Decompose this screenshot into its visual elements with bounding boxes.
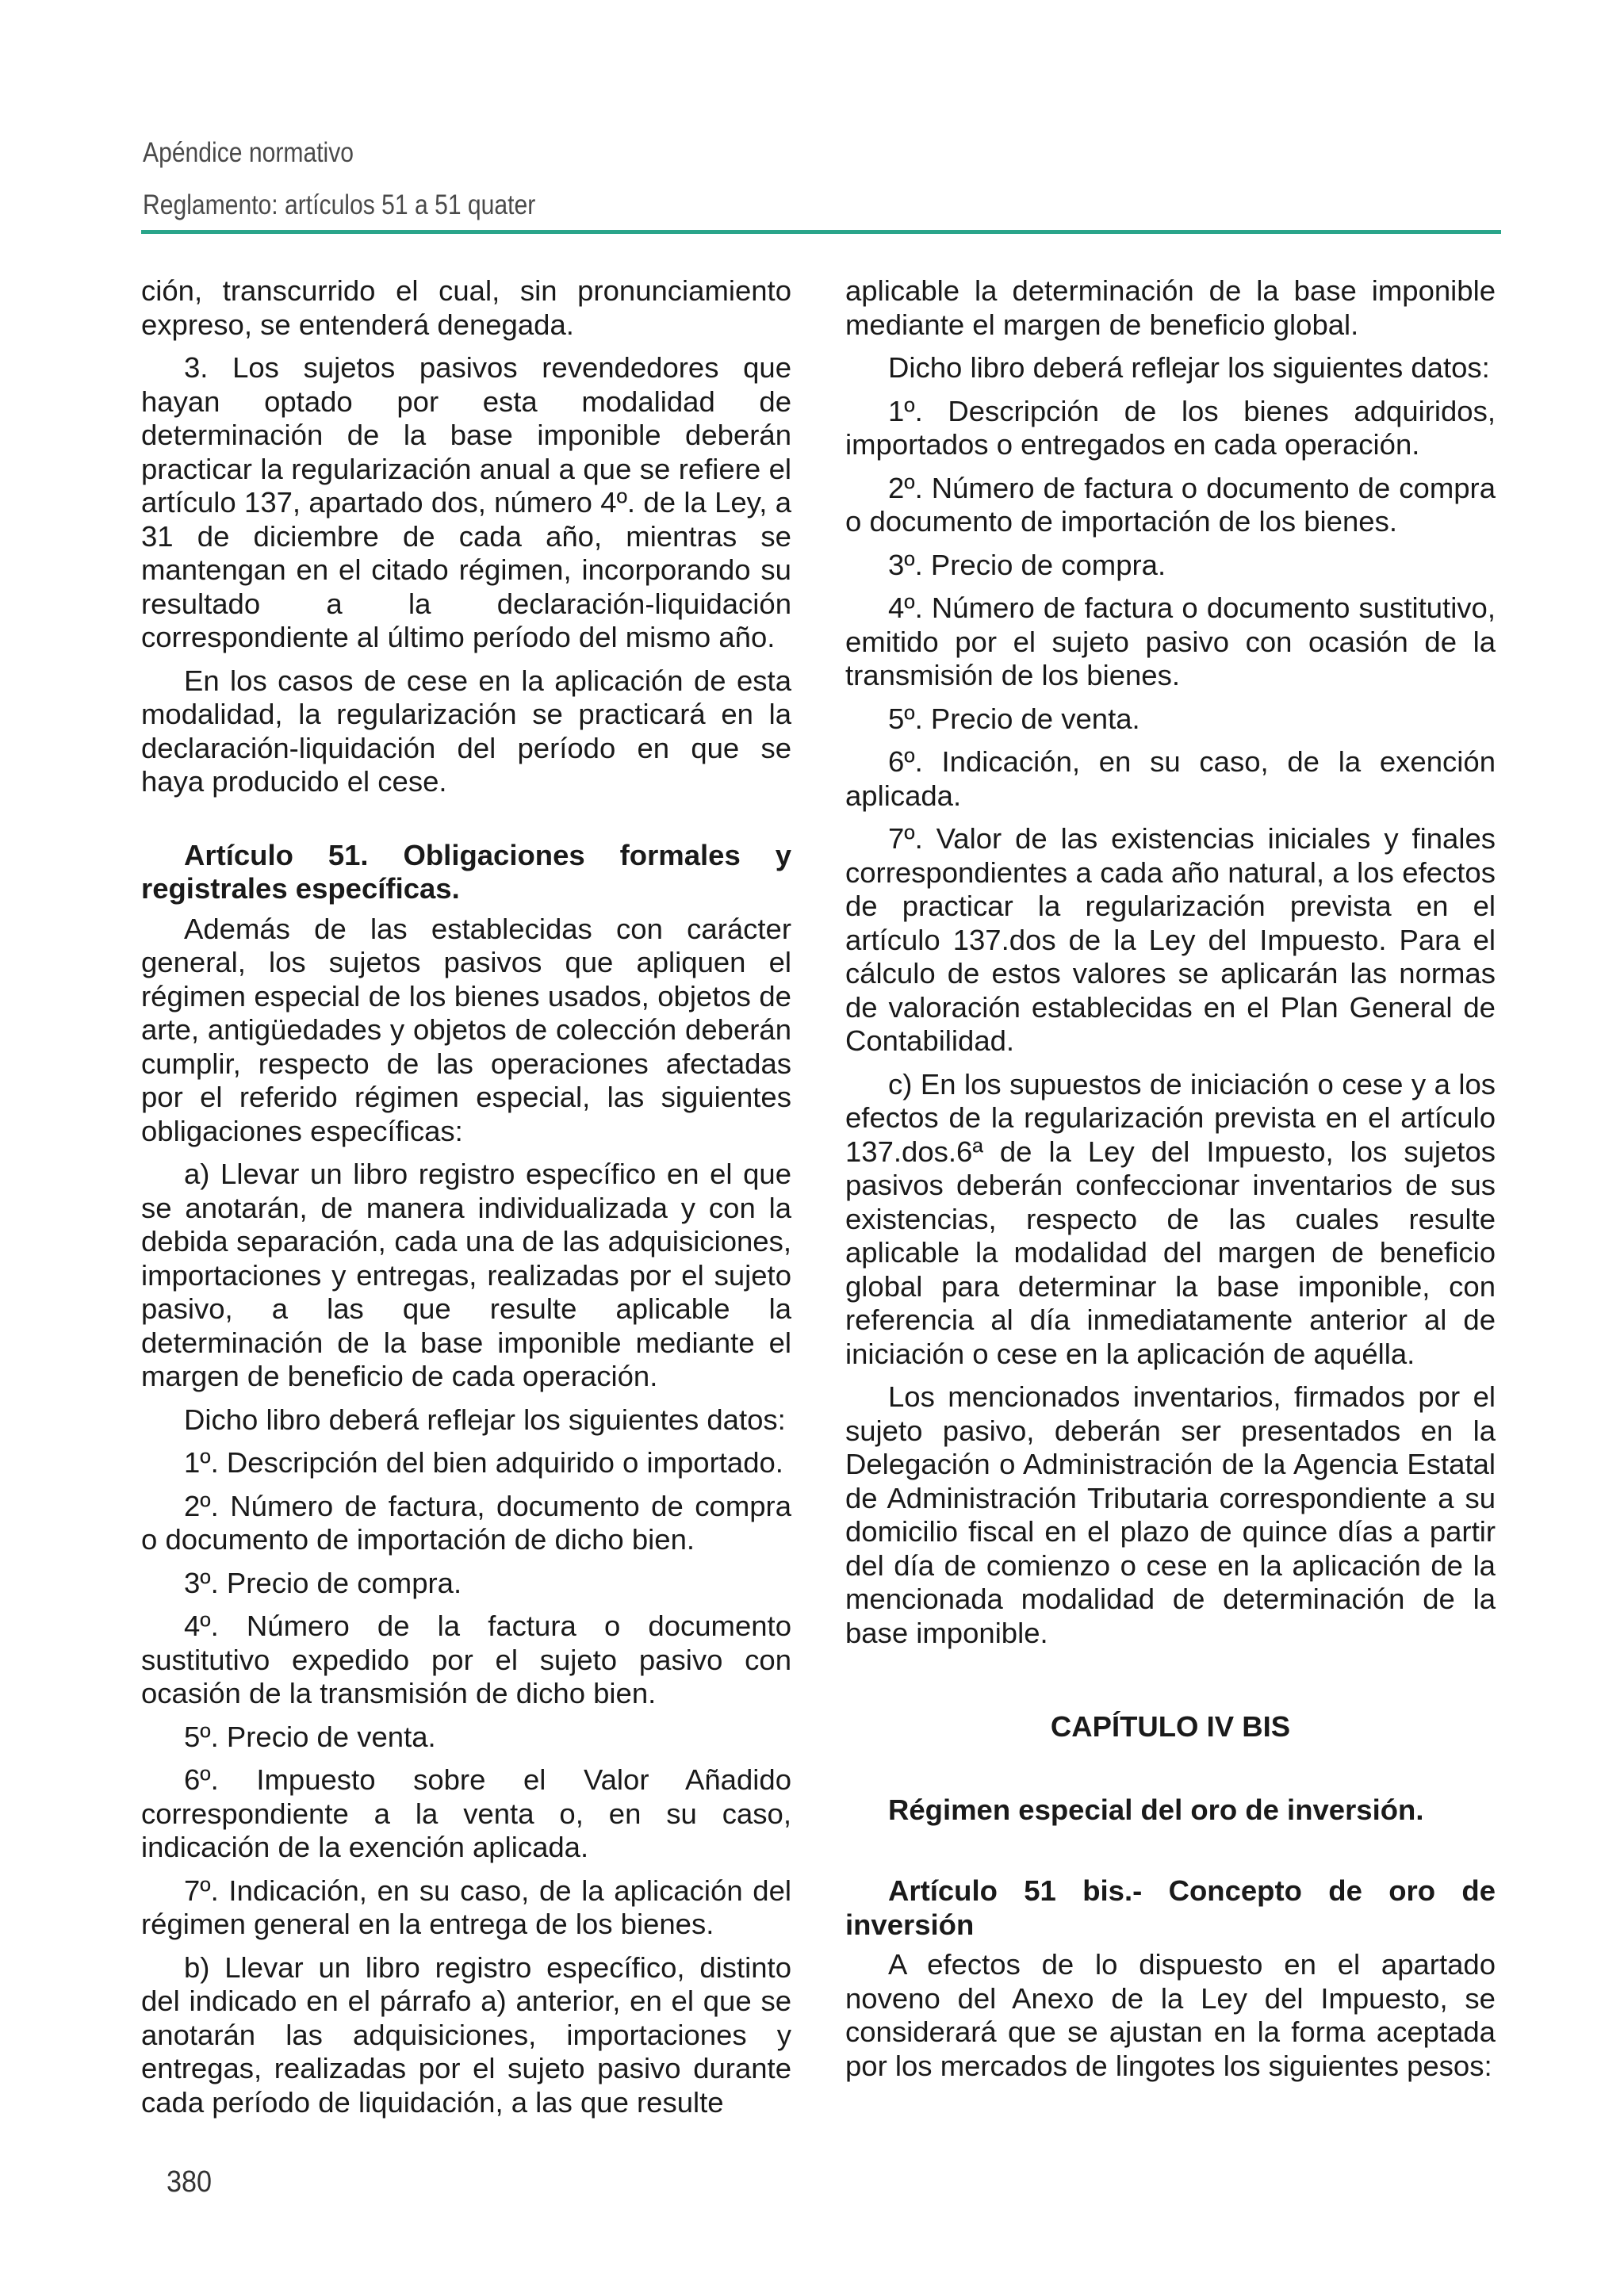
list-item: 4º. Número de factura o documento sustitutivo, emitido por el sujeto pasivo con ocasión de la transmisión de los bienes. [845, 591, 1496, 691]
list-item: 1º. Descripción del bien adquirido o importado. [184, 1446, 783, 1479]
list-item: 3º. Precio de compra. [184, 1566, 462, 1599]
list-item: 5º. Precio de venta. [888, 702, 1140, 735]
article-51-bis-heading: Artículo 51 bis.- Concepto de oro de inversión [845, 1874, 1496, 1941]
list-item: 1º. Descripción de los bienes adquiridos, importados o entregados en cada operación. [845, 394, 1496, 461]
list-item: 6º. Impuesto sobre el Valor Añadido correspondiente a la venta o, en su caso, indicación de la exención aplicada. [141, 1763, 791, 1863]
list-item: 2º. Número de factura, documento de compra o documento de importación de dicho bien. [141, 1489, 791, 1556]
right-column [845, 274, 1496, 2092]
paragraph: a) Llevar un libro registro específico en el que se anotarán, de manera individualizada y con la debida separación, cada una de las adquisiciones, importaciones y entregas, realizadas por el sujeto pasivo, a las que resulte aplicable la determinación de la base imponible mediante el margen de beneficio de cada operación. [141, 1158, 791, 1392]
paragraph: 3. Los sujetos pasivos revendedores que hayan optado por esta modalidad de determinación de la base imponible deberán practicar la regularización anual a que se refiere el artículo 137, apartado dos, número 4º. de la Ley, a 31 de diciembre de cada año, mientras se mantengan en el citado régimen, incorporando su resultado a la declaración-liquidación correspondiente al último período del mismo año. [141, 351, 791, 653]
paragraph: Los mencionados inventarios, firmados por el sujeto pasivo, deberán ser presentados en la Delegación o Administración de la Agencia Estatal de Administración Tributaria correspondiente a su domicilio fiscal en el plazo de quince días a partir del día de comienzo o cese en la aplicación de la mencionada modalidad de determinación de la base imponible. [845, 1380, 1496, 1649]
list-item: 6º. Indicación, en su caso, de la exención aplicada. [845, 745, 1496, 812]
running-head-subsection: Reglamento: artículos 51 a 51 quater [143, 189, 536, 220]
list-item: 5º. Precio de venta. [184, 1720, 436, 1753]
paragraph: A efectos de lo dispuesto en el apartado noveno del Anexo de la Ley del Impuesto, se considerará que se ajustan en la forma aceptada por los mercados de lingotes los siguientes pesos: [845, 1948, 1496, 2082]
chapter-heading: CAPÍTULO IV BIS [1050, 1710, 1291, 1743]
paragraph: Dicho libro deberá reflejar los siguientes datos: [184, 1403, 786, 1436]
list-item: 3º. Precio de compra. [888, 548, 1166, 581]
paragraph: Además de las establecidas con carácter general, los sujetos pasivos que apliquen el régimen especial de los bienes usados, objetos de arte, antigüedades y objetos de colección deberán cumplir, respecto de las operaciones afectadas por el referido régimen especial, las siguientes obligaciones específicas: [141, 912, 791, 1147]
running-head [143, 127, 535, 232]
paragraph: Dicho libro deberá reflejar los siguientes datos: [888, 351, 1490, 384]
paragraph: ción, transcurrido el cual, sin pronunciamiento expreso, se entenderá denegada. [141, 274, 791, 341]
list-item: 4º. Número de la factura o documento sustitutivo expedido por el sujeto pasivo con ocasión de la transmisión de dicho bien. [141, 1610, 791, 1709]
list-item: 2º. Número de factura o documento de compra o documento de importación de los bienes. [845, 471, 1496, 538]
paragraph: aplicable la determinación de la base imponible mediante el margen de beneficio global. [845, 274, 1496, 341]
header-rule [141, 230, 1501, 234]
paragraph: c) En los supuestos de iniciación o cese y a los efectos de la regularización prevista en el artículo 137.dos.6ª de la Ley del Impuesto, los sujetos pasivos deberán confeccionar inventarios de sus existencias, respecto de las cuales resulte aplicable la modalidad del margen de beneficio global para determinar la base imponible, con referencia al día inmediatamente anterior al de iniciación o cese en la aplicación de aquélla. [845, 1067, 1496, 1370]
chapter-subheading: Régimen especial del oro de inversión. [888, 1793, 1424, 1826]
left-column [141, 274, 791, 2129]
page-number: 380 [167, 2165, 213, 2199]
article-51-heading: Artículo 51. Obligaciones formales y registrales específicas. [141, 838, 791, 905]
paragraph: b) Llevar un libro registro específico, distinto del indicado en el párrafo a) anterior, en el que se anotarán las adquisiciones, importaciones y entregas, realizadas por el sujeto pasivo durante cada período de liquidación, a las que resulte [141, 1950, 791, 2119]
running-head-section: Apéndice normativo [143, 137, 354, 168]
paragraph: En los casos de cese en la aplicación de esta modalidad, la regularización se practicará en la declaración-liquidación del período en que se haya producido el cese. [141, 664, 791, 798]
list-item: 7º. Valor de las existencias iniciales y finales correspondientes a cada año natural, a los efectos de practicar la regularización prevista en el artículo 137.dos de la Ley del Impuesto. Para el cálculo de estos valores se aplicarán las normas de valoración establecidas en el Plan General de Contabilidad. [845, 822, 1496, 1057]
list-item: 7º. Indicación, en su caso, de la aplicación del régimen general en la entrega de los bienes. [141, 1874, 791, 1940]
